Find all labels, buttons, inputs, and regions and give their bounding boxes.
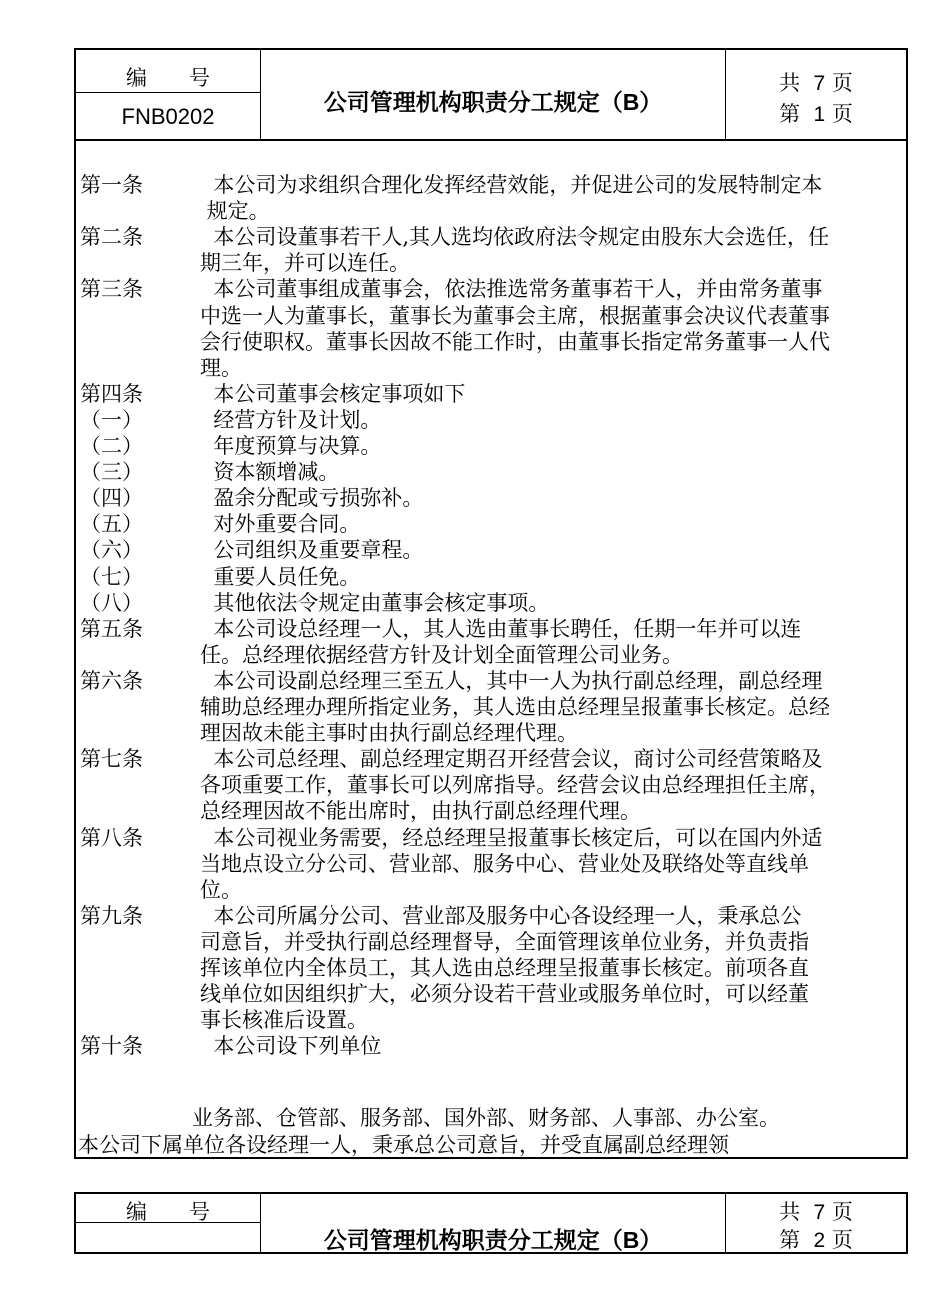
document-title: 公司管理机构职责分工规定（B） xyxy=(323,89,663,115)
article-label: 第六条 xyxy=(80,668,143,693)
article-text-line: 当地点设立分公司、营业部、服务中心、营业处及联络处等直线单 xyxy=(200,851,809,876)
article-text-line: 资本额增减。 xyxy=(200,460,340,485)
article-label: 第五条 xyxy=(80,616,143,641)
article-label: （四） xyxy=(80,486,143,511)
article-label: （七） xyxy=(80,564,143,589)
article-text-line: 理。 xyxy=(200,355,242,380)
article-text-line: 总经理因故不能出席时，由执行副总经理代理。 xyxy=(200,799,641,824)
article-text-line: 本公司总经理、副总经理定期召开经营会议，商讨公司经营策略及 xyxy=(200,747,823,772)
article-text-line: 本公司为求组织合理化发挥经营效能，并促进公司的发展特制定本 xyxy=(200,173,823,197)
article-label: （三） xyxy=(80,460,143,485)
article-label: （五） xyxy=(80,512,143,537)
title-cell-2 xyxy=(260,1194,726,1252)
article-text-line: 本公司设下列单位 xyxy=(200,1034,382,1059)
article-text-line: 本公司视业务需要，经总经理呈报董事长核定后，可以在国内外适 xyxy=(200,825,823,850)
article-label: 第四条 xyxy=(80,381,143,406)
article-label: （一） xyxy=(80,407,143,432)
total-pages-2: 共 7 页 xyxy=(779,1200,853,1224)
article-text-line: 任。总经理依据经营方针及计划全面管理公司业务。 xyxy=(200,642,683,667)
page-count-cell-2 xyxy=(725,1194,906,1252)
code-label: 编 号 xyxy=(126,66,210,90)
document-title-2: 公司管理机构职责分工规定（B） xyxy=(323,1227,663,1253)
code-divider xyxy=(76,92,260,93)
article-label: （六） xyxy=(80,538,143,563)
article-text-line: 线单位如因组织扩大，必须分设若干营业或服务单位时，可以经董 xyxy=(200,982,809,1007)
current-page-2: 第 2 页 xyxy=(779,1228,853,1252)
article-text-line: 本公司董事组成董事会，依法推选常务董事若干人，并由常务董事 xyxy=(200,277,823,302)
code-value: FNB0202 xyxy=(121,104,215,129)
article-text-line: 会行使职权。董事长因故不能工作时，由董事长指定常务董事一人代 xyxy=(200,329,830,354)
article-text-line: 其他依法令规定由董事会核定事项。 xyxy=(200,590,550,615)
article-text-line: 本公司董事会核定事项如下 xyxy=(200,381,466,406)
article-label: 第七条 xyxy=(80,747,143,772)
article-text-line: 位。 xyxy=(200,877,242,902)
article-text-line: 理因故未能主事时由执行副总经理代理。 xyxy=(200,721,578,746)
article-text-line: 经营方针及计划。 xyxy=(200,407,382,432)
article-label: 第一条 xyxy=(80,173,143,197)
last-line: 本公司下属单位各设经理一人，秉承总公司意旨，并受直属副总经理领 xyxy=(78,1133,729,1157)
article-text-line: 司意旨，并受执行副总经理督导，全面管理该单位业务，并负责指 xyxy=(200,929,809,954)
page-count-cell xyxy=(725,50,906,139)
article-text-line: 对外重要合同。 xyxy=(200,512,361,537)
units-line: 业务部、仓管部、服务部、国外部、财务部、人事部、办公室。 xyxy=(192,1106,780,1130)
article-text-line: 事长核准后设置。 xyxy=(200,1008,368,1033)
article-text-line: 期三年，并可以连任。 xyxy=(200,251,410,276)
code-cell xyxy=(76,50,261,139)
article-label: 第九条 xyxy=(80,903,143,928)
code-label-2: 编 号 xyxy=(126,1200,210,1224)
article-text-line: 本公司所属分公司、营业部及服务中心各设经理一人，秉承总公 xyxy=(200,903,802,928)
article-text-line: 年度预算与决算。 xyxy=(200,434,382,458)
article-text-line: 重要人员任免。 xyxy=(200,564,361,589)
title-cell xyxy=(260,50,726,139)
article-label: 第三条 xyxy=(80,277,143,302)
article-text-line: 本公司设董事若干人,其人选均依政府法令规定由股东大会选任，任 xyxy=(200,225,830,250)
article-text-line: 本公司设副总经理三至五人，其中一人为执行副总经理，副总经理 xyxy=(200,668,823,693)
header-table-page-1 xyxy=(74,48,908,141)
article-label: 第十条 xyxy=(80,1034,143,1059)
article-text-line: 挥该单位内全体员工，其人选由总经理呈报董事长核定。前项各直 xyxy=(200,956,809,980)
article-label: 第八条 xyxy=(80,825,143,850)
current-page: 第 1 页 xyxy=(779,102,853,126)
article-text-line: 公司组织及重要章程。 xyxy=(200,538,424,563)
total-pages: 共 7 页 xyxy=(779,71,853,95)
code-divider-2 xyxy=(76,1222,260,1223)
article-text-line: 各项重要工作，董事长可以列席指导。经营会议由总经理担任主席， xyxy=(200,773,830,798)
header-table-page-2 xyxy=(74,1192,908,1254)
article-text-line: 规定。 xyxy=(200,199,270,224)
article-text-line: 辅助总经理办理所指定业务，其人选由总经理呈报董事长核定。总经 xyxy=(200,695,830,719)
article-text-line: 本公司设总经理一人，其人选由董事长聘任，任期一年并可以连 xyxy=(200,616,802,641)
article-text-line: 盈余分配或亏损弥补。 xyxy=(200,486,424,511)
article-label: （二） xyxy=(80,434,143,458)
code-cell-2 xyxy=(76,1194,261,1252)
article-label: 第二条 xyxy=(80,225,143,250)
article-text-line: 中选一人为董事长，董事长为董事会主席，根据董事会决议代表董事 xyxy=(200,303,830,328)
article-label: （八） xyxy=(80,590,143,615)
